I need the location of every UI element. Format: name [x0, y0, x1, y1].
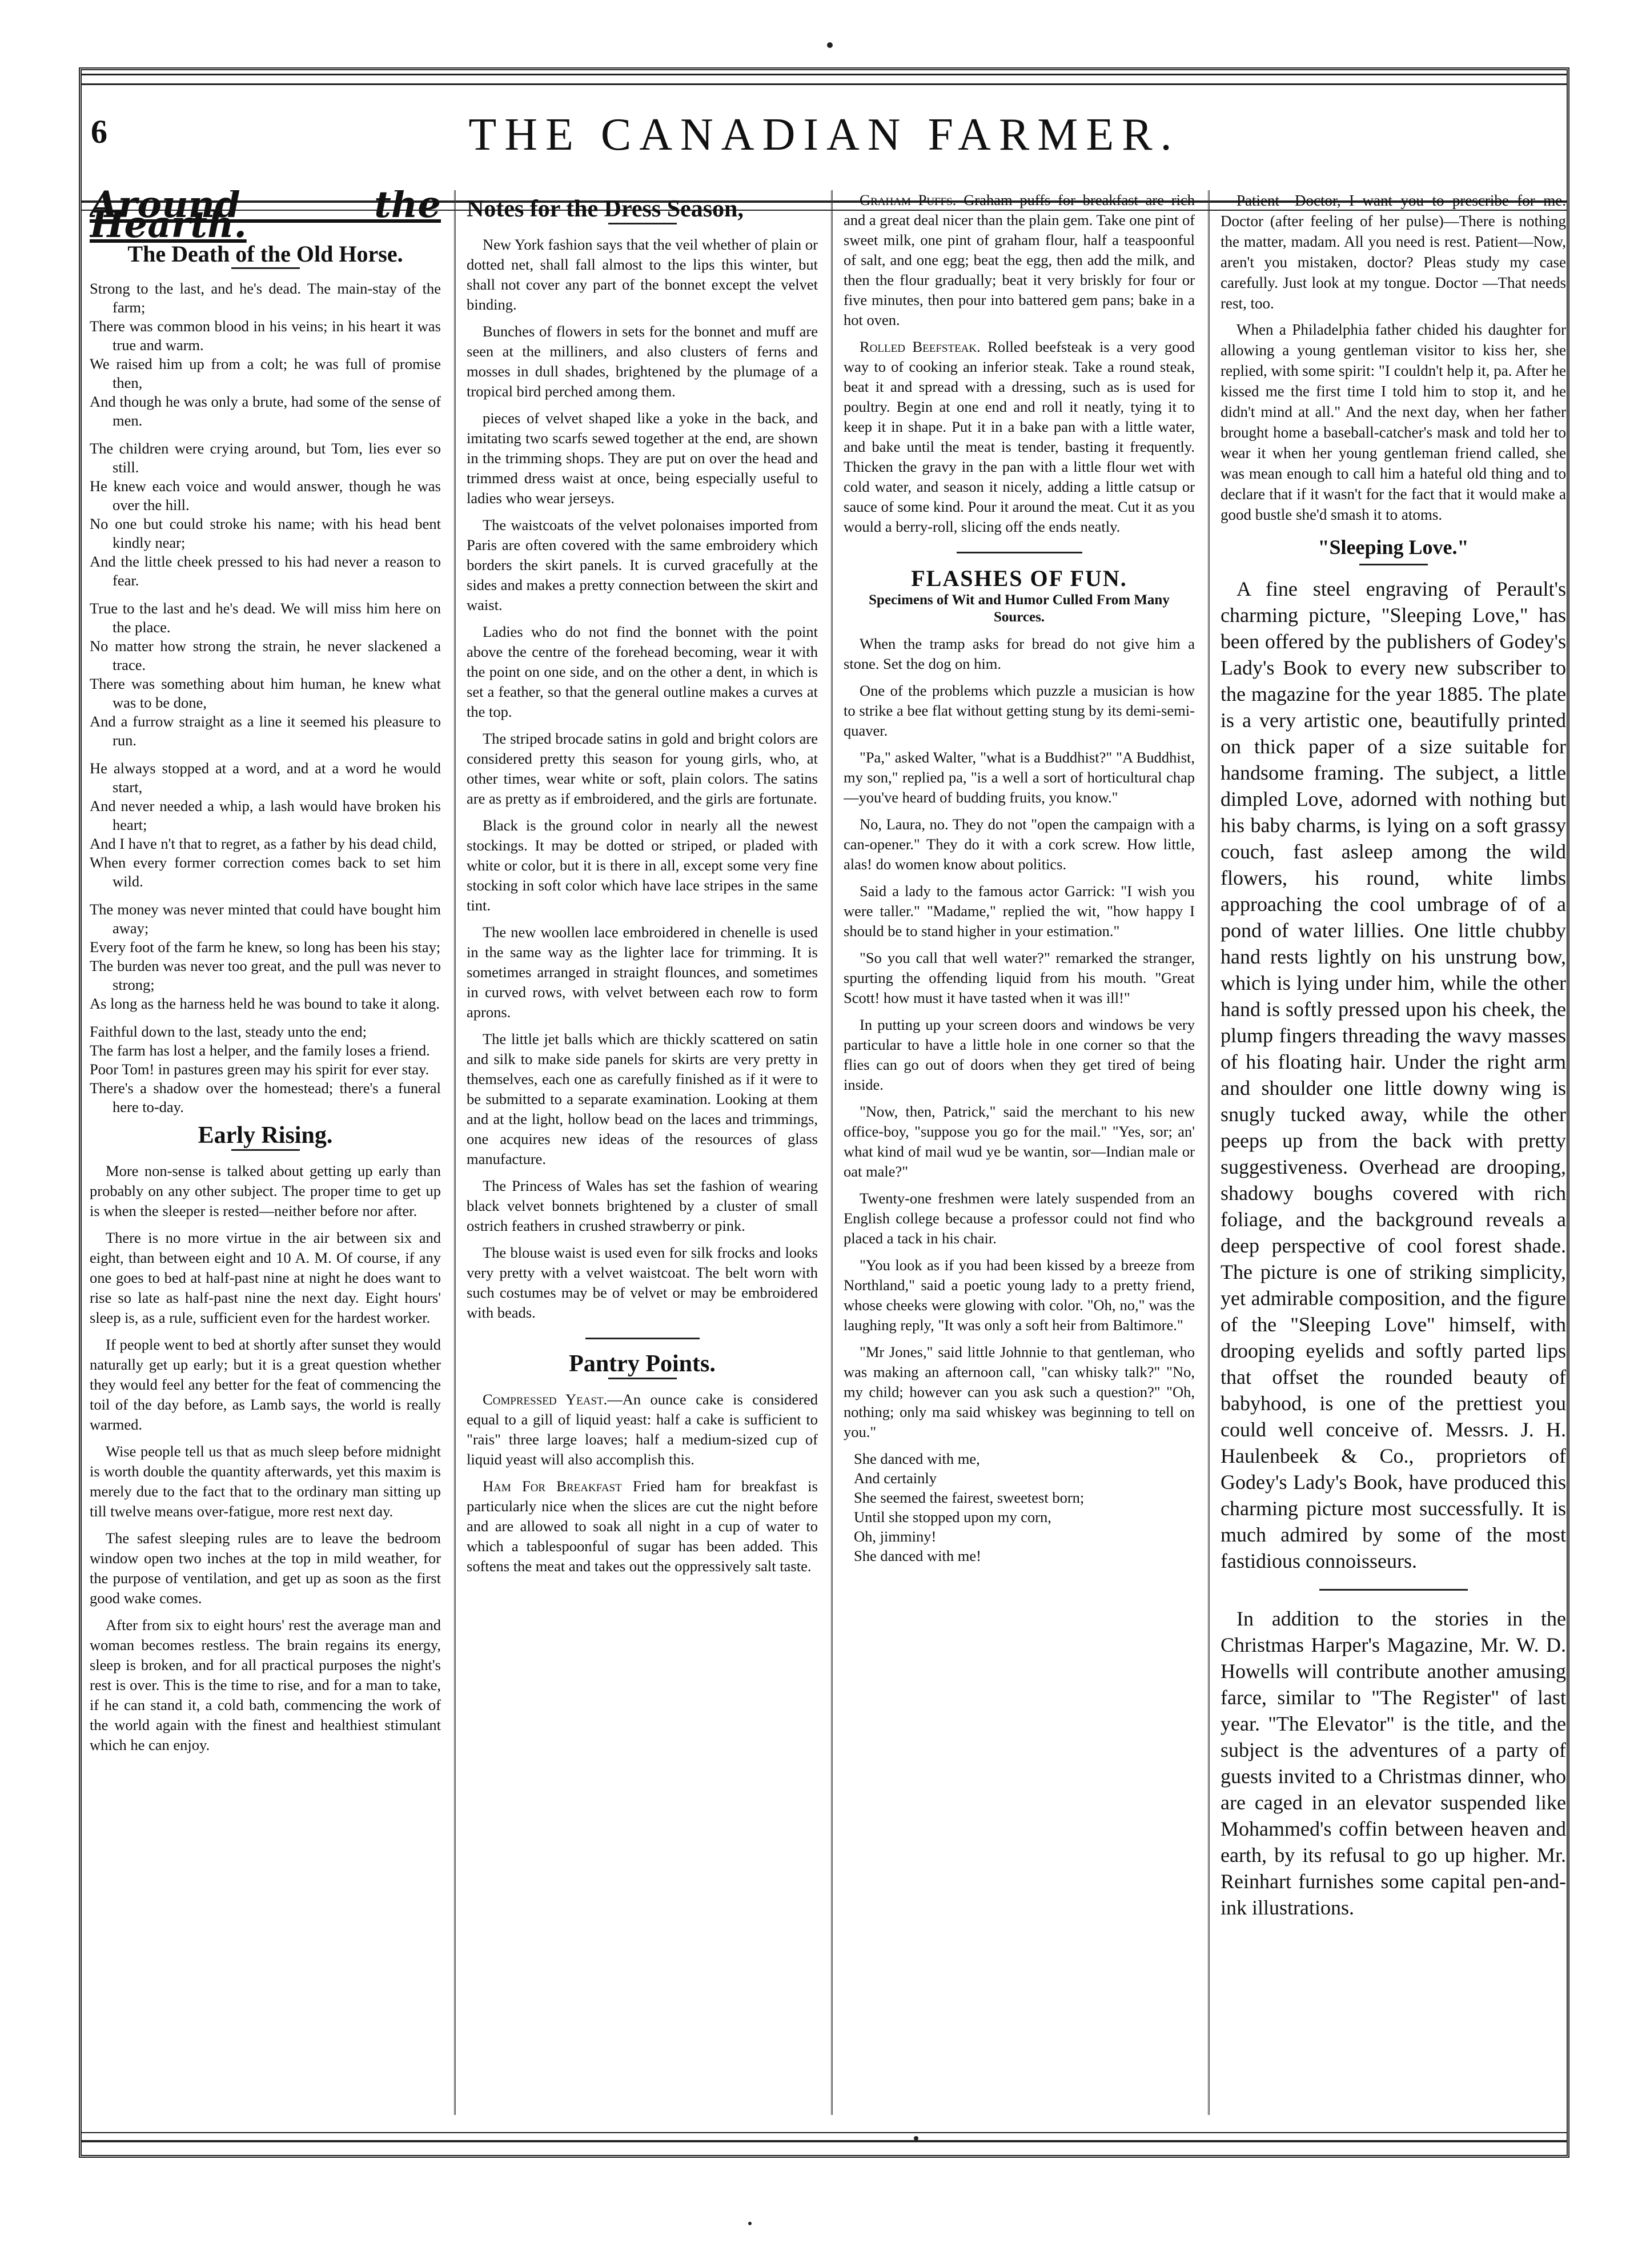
recipes-body: [844, 190, 1195, 537]
dress-season-title: Notes for the Dress Season,: [467, 196, 744, 222]
column-1: [90, 190, 441, 2115]
poem-line: And I have n't that to regret, as a father by his dead child,: [90, 835, 437, 852]
poem-line: Strong to the last, and he's dead. The main-stay of the farm;: [90, 280, 441, 316]
divider: [1359, 564, 1428, 565]
column-separator: [831, 190, 833, 2115]
paragraph: After from six to eight hours' rest the average man and woman becomes restless. The brain regains its energy, sleep is broken, and for all practical purposes the night's rest is over. This is the time to rise, and for a man to take, if he can stand it, a cold bath, commencing the work of the world again with the finest and healthiest stimulant which he can enjoy.: [90, 1616, 441, 1753]
paragraph: When a Philadelphia father chided his daughter for allowing a young gentleman visitor to kiss her, she replied, with some spirit: "I couldn't help it, pa. After he kissed me the first time I told him to stop it, and he didn't mind at all." And the next day, when her father brought home a baseball-catcher's mask and told her to wear it when her young gentleman friend called, she was mean enough to call him a hateful old thing and to declare that if it wasn't for the fact that it would make a good bustle she'd smash it to atoms.: [1221, 321, 1566, 523]
paragraph: The little jet balls which are thickly scattered on satin and silk to make side panels for skirts are very pretty in themselves, each one as carefully finished as if it were to be submitted to a separate examination. Looking at them and at the light, hollow bead on the laces and trimmings, one acquires new ideas of the resources of glass manufacture.: [467, 1030, 818, 1167]
poem-stanza: [90, 599, 441, 750]
paragraph: [467, 1390, 818, 1470]
poem-line: The burden was never too great, and the pull was never to strong;: [90, 957, 441, 993]
jokes-body: [1221, 190, 1566, 525]
paragraph-lead: Ham For Breakfast: [483, 1478, 622, 1495]
flashes-of-fun-subtitle: Specimens of Wit and Humor Culled From Many Sources.: [869, 592, 1170, 625]
paragraph-text: Fried ham for breakfast is particularly nice when the slices are cut the night before and are allowed to soak all night in a cup of water to which a tablespoonful of sugar has been added. This softens the meat and takes out the oppressively salt taste.: [467, 1478, 818, 1575]
poem-line: There was common blood in his veins; in his heart it was true and warm.: [90, 318, 441, 354]
pantry-points-title: Pantry Points.: [569, 1351, 716, 1377]
paragraph: When the tramp asks for bread do not give him a stone. Set the dog on him.: [844, 635, 1195, 672]
paragraph-text: An ounce cake is considered equal to a gill of liquid yeast: half a cake is sufficient to "rais" three large loaves; half a medium-sized cup of liquid yeast will also accomplish this.: [467, 1391, 818, 1468]
paragraph: New York fashion says that the veil whether of plain or dotted net, shall fall almost to the lips this winter, but shall not cover any part of the bonnet except the velvet binding.: [467, 236, 818, 313]
top-border-rule: [82, 74, 1567, 85]
sleeping-love-text: A fine steel engraving of Perault's charming picture, "Sleeping Love," has been offered by the publishers of Godey's Lady's Book to every new subscriber to the magazine for the year 1885. The plate is a very artistic one, beautifully printed on thick paper of a size suitable for handsome framing. The subject, a little dimpled Love, adorned with nothing but his baby charms, is lying on a soft grassy couch, fast asleep among the wild flowers, his round, white limbs approaching the cool umbrage of of a pond of water lillies. One little chubby hand rests lightly on his unstrung bow, which is lying under him, while the other hand is softly pressed upon his cheek, the plump fingers threading the wavy masses of his floating hair. Under the right arm and shoulder one little downy wing is snugly tucked away, while the other peeps up from the back with pretty suggestiveness. Overhead are drooping, shadowy boughs covered with rich foliage, and the background reveals a deep perspective of cool forest shade. The picture is one of striking simplicity, yet admirable composition, and the figure of the "Sleeping Love" himself, with drooping eyelids and softly parted lips that offset the rounded beauty of babyhood, is one of the prettiest you could well conceive of. Messrs. J. H. Haulenbeek & Co., proprietors of Godey's Lady's Book, have produced this charming picture most successfully. It is much admired by some of the most fastidious connoisseurs.: [1221, 577, 1566, 1572]
page-number: 6: [91, 113, 107, 150]
poem-line: True to the last and he's dead. We will miss him here on the place.: [90, 600, 441, 636]
paragraph: Bunches of flowers in sets for the bonnet and muff are seen at the milliners, and also clusters of ferns and mosses in dull shades, brightened by the plumage of a tropical bird perched among them.: [467, 323, 818, 400]
paragraph: There is no more virtue in the air between six and eight, than between eight and 10 A. M. Of course, if any one goes to bed at half-past nine at night he does want to rise so late as half-past nine the next day. Eight hours' sleep is, as a rule, sufficient even for the hardest worker.: [90, 1229, 441, 1326]
paragraph: "So you call that well water?" remarked the stranger, spurting the offending liquid from his mouth. "Great Scott! how must it have tasted when it was ill!": [844, 949, 1195, 1006]
newspaper-page: [79, 67, 1569, 2158]
paragraph: Wise people tell us that as much sleep before midnight is worth double the quantity afterwards, yet this maxim is merely due to the fact that to the ordinary man sitting up till twelve means over-fatigue, more rest next day.: [90, 1443, 441, 1520]
harper-note-text: In addition to the stories in the Christmas Harper's Magazine, Mr. W. D. Howells will contribute another amusing farce, similar to "The Register" of last year. "The Elevator" is the title, and the subject is the adventures of a party of guests invited to a Christmas dinner, who are caged in an elevator suspended like Mohammed's coffin between heaven and earth, by its refusal to go up higher. Mr. Reinhart furnishes some capital pen-and-ink illustrations.: [1221, 1607, 1566, 1919]
divider: [231, 267, 300, 269]
paragraph: Ladies who do not find the bonnet with the point above the centre of the forehead becoming, wear it with the point on one side, and on the other a dent, in which is set a feather, so that the general outline makes a curves at the top.: [467, 623, 818, 720]
poem-line: He knew each voice and would answer, though he was over the hill.: [90, 477, 441, 513]
poem-line: When every former correction comes back to set him wild.: [90, 854, 441, 890]
paragraph-lead: Rolled Beefsteak.: [860, 338, 981, 355]
poem-line: No one but could stroke his name; with his head bent kindly near;: [90, 515, 441, 551]
paragraph-lead: Graham Puffs.: [860, 191, 957, 208]
poem-stanza: [90, 759, 441, 891]
poem-line: And the little cheek pressed to his had never a reason to fear.: [90, 553, 441, 589]
paragraph: More non-sense is talked about getting up early than probably on any other subject. The proper time to get up is when the sleeper is rested—neither before nor after.: [90, 1162, 441, 1219]
poem-line: She danced with me,: [854, 1450, 980, 1467]
masthead: [82, 105, 1567, 173]
paragraph: Patient—Doctor, I want you to prescribe for me. Doctor (after feeling of her pulse)—There is nothing the matter, madam. All you need is rest. Patient—Now, aren't you mistaken, doctor? Pleas study my case carefully. Just look at my tongue. Doctor —That needs rest, too.: [1221, 192, 1566, 312]
column-4: [1221, 190, 1566, 2115]
poem-line: The money was never minted that could have bought him away;: [90, 901, 441, 937]
paragraph: The new woollen lace embroidered in chenelle is used in the same way as the lighter lace for trimming. It is sometimes arranged in straight flounces, and sometimes in curved rows, with velvet between each row to form aprons.: [467, 924, 818, 1021]
poem-line: We raised him up from a colt; he was full of promise then,: [90, 355, 441, 391]
paragraph: The safest sleeping rules are to leave the bedroom window open two inches at the top in mild weather, for the purpose of ventilation, and get up as soon as the first good wake comes.: [90, 1530, 441, 1607]
poem-line: And certainly: [854, 1470, 937, 1487]
paragraph-text: Rolled beefsteak is a very good way to of cooking an inferior steak. Take a round steak, beat it and spread with a dressing, such as is used for poultry. Begin at one end and roll it neatly, tying it to keep it in shape. Put it in a bake pan with a little water, and bake until the meat is tender, basting it frequently. Thicken the gravy in the pan with a little flour wet with cold water, and season it nicely, adding a little catsup or sauce of some kind. Pour it around the meat. Cut it as you would a berry-roll, slicing off the ends neatly.: [844, 338, 1195, 535]
poem-line: Poor Tom! in pastures green may his spirit for ever stay.: [90, 1061, 429, 1078]
ink-dot: [827, 42, 833, 48]
flashes-of-fun-title: FLASHES OF FUN.: [911, 565, 1127, 591]
paragraph: If people went to bed at shortly after sunset they would naturally get up early; but it is a great question whether they would feel any better for the feat of commencing the toil of the day before, as Lamb says, the world is really warmed.: [90, 1336, 441, 1433]
poem-line: He always stopped at a word, and at a word he would start,: [90, 760, 441, 796]
ink-dot: [748, 2222, 752, 2225]
paragraph: "Mr Jones," said little Johnnie to that gentleman, who was making an afternoon call, "can whisky talk?" "No, my child; however can you ask such a question?" "Oh, nothing; only ma said whiskey was beginning to tell on you.": [844, 1343, 1195, 1440]
paragraph: Black is the ground color in nearly all the newest stockings. It may be dotted or striped, or pladed with white or color, but it is there in all, except some very fine stocking in soft color which have lace stripes in the same tint.: [467, 817, 818, 914]
column-2: [467, 190, 818, 2115]
poem-line: No matter how strong the strain, he never slackened a trace.: [90, 637, 441, 673]
poem-line: The children were crying around, but Tom, lies ever so still.: [90, 440, 441, 476]
paragraph: "Pa," asked Walter, "what is a Buddhist?" "A Buddhist, my son," replied pa, "is a well a sort of horticultural chap—you've heard of budding fruits, you know.": [844, 749, 1195, 806]
column-separator: [1208, 190, 1210, 2115]
paragraph: One of the problems which puzzle a musician is how to strike a bee flat without getting stung by its demi-semi-quaver.: [844, 682, 1195, 739]
poem-line: Every foot of the farm he knew, so long has been his stay;: [90, 938, 441, 956]
divider: [608, 223, 677, 224]
newspaper-title: THE CANADIAN FARMER.: [468, 110, 1180, 160]
poem-line: There was something about him human, he knew what was to be done,: [90, 675, 441, 711]
dance-poem: [844, 1449, 1195, 1565]
paragraph: Said a lady to the famous actor Garrick: "I wish you were taller." "Madame," replied the wit, "how happy I should be to stand higher in your estimation.": [844, 882, 1195, 940]
paragraph-text: Graham puffs for breakfast are rich and a great deal nicer than the plain gem. Take one pint of sweet milk, one pint of graham flour, half a teaspoonful of salt, and one egg; beat the egg, then add the milk, and then the flour gradually; beat it very briskly for four or five minutes, then pour into battered gem pans; bake in a hot oven.: [844, 191, 1195, 328]
divider: [608, 1378, 677, 1379]
dress-season-body: [467, 235, 818, 1323]
column-separator: [454, 190, 456, 2115]
columns: [90, 190, 1566, 2115]
divider: [231, 1149, 300, 1151]
poem-stanza: [90, 439, 441, 590]
sleeping-love-title: "Sleeping Love.": [1318, 536, 1469, 559]
poem-line: As long as the harness held he was bound to take it along.: [90, 995, 440, 1012]
poem-line: The farm has lost a helper, and the family loses a friend.: [90, 1042, 430, 1059]
ink-dot: [914, 2136, 918, 2141]
paragraph: [844, 190, 1195, 330]
paragraph: No, Laura, no. They do not "open the campaign with a can-opener." They do it with a cork screw. How little, alas! do women know about politics.: [844, 816, 1195, 873]
paragraph-lead: Compressed Yeast.—: [483, 1391, 623, 1408]
poem-line: Oh, jimminy!: [854, 1528, 937, 1545]
poem-stanza: [90, 279, 441, 430]
poem-title: The Death of the Old Horse.: [127, 241, 403, 267]
poem-line: She danced with me!: [854, 1547, 981, 1564]
paragraph: "You look as if you had been kissed by a breeze from Northland," said a poetic young lady to a pretty friend, whose cheeks were glowing with color. "Oh, no," was the laughing reply, "It was only a soft heir from Baltimore.": [844, 1257, 1195, 1334]
paragraph: pieces of velvet shaped like a yoke in the back, and imitating two scarfs sewed together at the end, are shown in the trimming shops. They are put on over the head and trimmed dress waist at once, being especially useful to ladies who wear jerseys.: [467, 410, 818, 507]
poem-line: Until she stopped upon my corn,: [854, 1508, 1051, 1526]
paragraph: [467, 1476, 818, 1576]
column-3: [844, 190, 1195, 2115]
divider: [1319, 1589, 1468, 1591]
poem-line: She seemed the fairest, sweetest born;: [854, 1489, 1085, 1506]
poem-stanza: [90, 1022, 441, 1117]
pantry-points-body: [467, 1390, 818, 1576]
poem-line: And never needed a whip, a lash would have broken his heart;: [90, 797, 441, 833]
poem-line: And though he was only a brute, had some of the sense of men.: [90, 393, 441, 429]
paragraph: The waistcoats of the velvet polonaises imported from Paris are often covered with the same embroidery which borders the skirt panels. It is curved gracefully at the sides and makes a pretty connection between the skirt and waist.: [467, 516, 818, 613]
early-rising-body: [90, 1161, 441, 1755]
paragraph: Twenty-one freshmen were lately suspended from an English college because a professor could not find who placed a tack in his chair.: [844, 1190, 1195, 1247]
section-heading-around-the-hearth: Around the Hearth.: [90, 190, 441, 246]
paragraph: "Now, then, Patrick," said the merchant to his new office-boy, "suppose you go for the mail." "Yes, sor; an' what kind of mail wud ye be wantin, sor—Indian male or oat male?": [844, 1103, 1195, 1180]
paragraph: The striped brocade satins in gold and bright colors are considered pretty this season for young girls, who, at other times, wear white or soft, plain colors. The satins are as pretty as if embroidered, and the girls are fortunate.: [467, 730, 818, 807]
poem-line: There's a shadow over the homestead; there's a funeral here to-day.: [90, 1079, 441, 1115]
poem-body: [90, 279, 441, 1117]
poem-line: Faithful down to the last, steady unto the end;: [90, 1023, 367, 1040]
poem-line: And a furrow straight as a line it seemed his pleasure to run.: [90, 713, 441, 749]
bottom-border-rule: [82, 2132, 1567, 2142]
divider: [585, 1338, 700, 1339]
paragraph: The blouse waist is used even for silk frocks and looks very pretty with a velvet waistcoat. The belt worn with such costumes may be of velvet or may be embroidered with beads.: [467, 1244, 818, 1321]
divider: [957, 552, 1082, 553]
paragraph: In putting up your screen doors and windows be very particular to have a little hole in one corner so that the flies can go out of doors when they get tired of being inside.: [844, 1016, 1195, 1093]
paragraph: The Princess of Wales has set the fashion of wearing black velvet bonnets brightened by a cluster of small ostrich feathers in crushed strawberry or pink.: [467, 1177, 818, 1234]
early-rising-title: Early Rising.: [198, 1122, 333, 1149]
paragraph: [844, 337, 1195, 537]
poem-stanza: [90, 900, 441, 1013]
flashes-of-fun-body: [844, 634, 1195, 1442]
